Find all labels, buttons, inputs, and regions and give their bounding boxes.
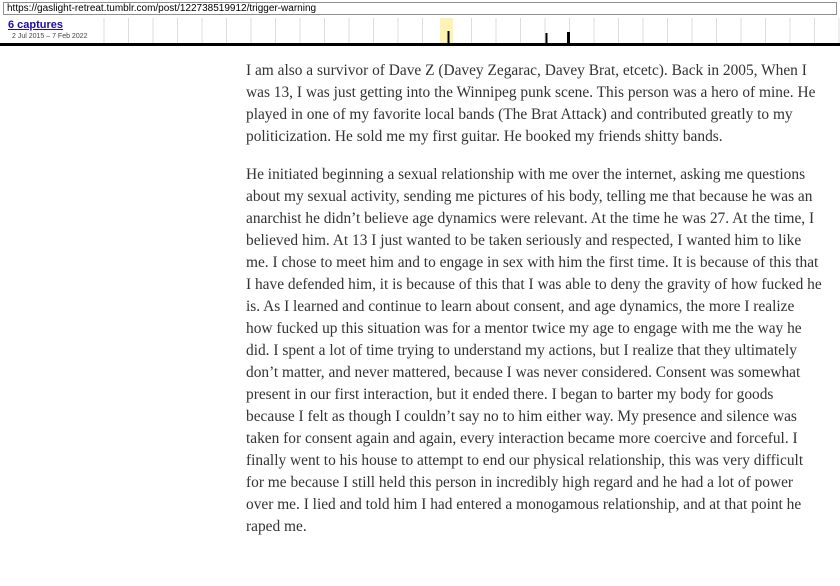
post-paragraph: He initiated beginning a sexual relationship with me over the internet, asking me questions about my sexual activity, sending me pictures of his body, telling me that because he was an anarchist he didn’t believe age dynamics were relevant. At the time he was 27. At the time, I believed him. At 13 I just wanted to be taken seriously and respected, I wanted him to like me. I chose to meet him and to engage in sex with him the first time. It is because of this that I have defended him, it is because of this that I was able to deny the gravity of how fucked he is. As I learned and continue to learn about consent, and age dynamics, the more I realize how fucked up this situation was for a mentor twice my age to engage with me the way he did. I spent a lot of time trying to understand my actions, but I realize that they ultimately don’t matter, and never mattered, because I was never considered. Consent was somewhat present in our first interaction, but it ended there. I began to barter my body for goods because I felt as though I couldn’t say no to him either way. My presence and silence was taken for consent again and again, every interaction became more coercive and forceful. I finally went to his house to attempt to end our physical relationship, this was very difficult for me because I still held this person in incredibly high regard and he had a lot of power over me. I lied and told him I had entered a monogamous relationship, and at that point he raped me. — [246, 166, 822, 535]
post-body — [246, 60, 824, 554]
post-paragraph: I am also a survivor of Dave Z (Davey Zegarac, Davey Brat, etcetc). Back in 2005, When I was 13, I was just getting into the Winnipeg punk scene. This person was a hero of mine. He played in one of my favorite local bands (The Brat Attack) and contributed greatly to my politicization. He sold me my first guitar. He booked my friends shitty bands. — [246, 62, 816, 145]
captures-link[interactable]: 6 captures — [8, 19, 64, 31]
url-input[interactable] — [3, 2, 837, 15]
capture-date-range: 2 Jul 2015 – 7 Feb 2022 — [12, 33, 88, 40]
capture-sparkline[interactable] — [96, 18, 840, 44]
wayback-toolbar — [0, 0, 840, 46]
current-year-highlight — [440, 18, 453, 44]
year-ticks — [104, 18, 839, 44]
toolbar-divider — [0, 43, 840, 46]
